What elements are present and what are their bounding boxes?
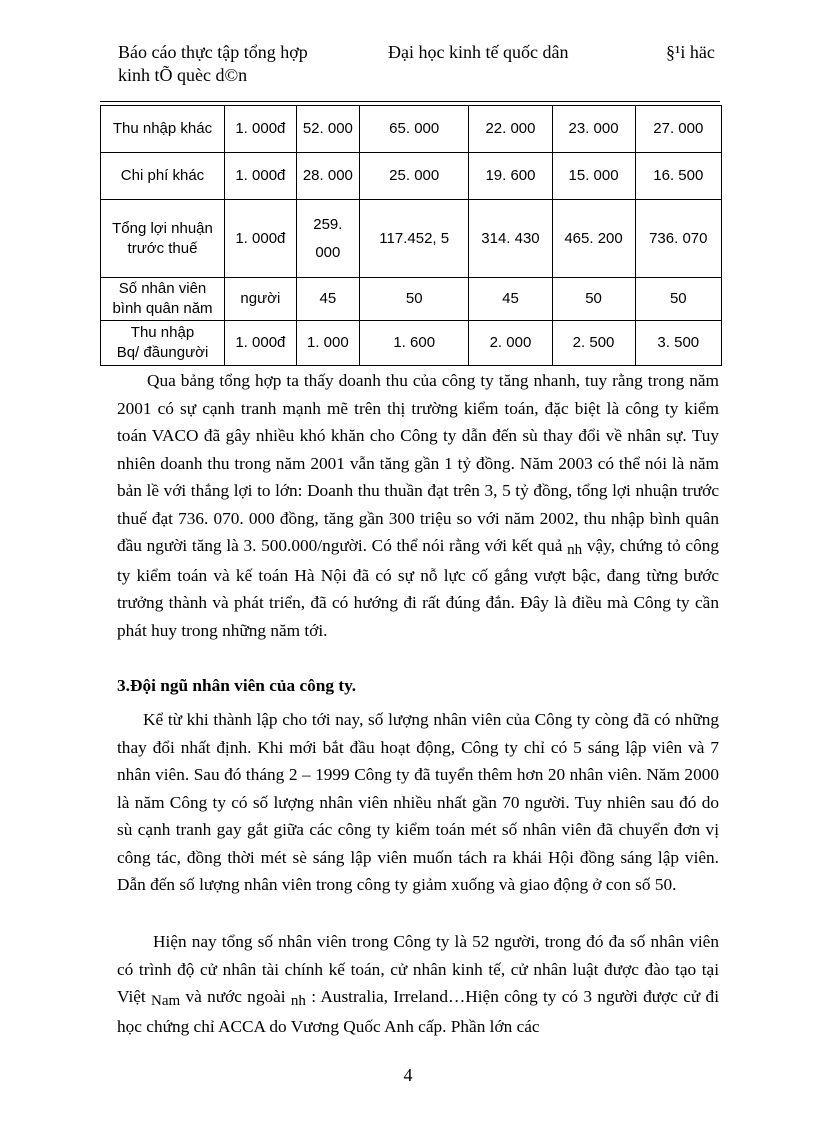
row-label-line: Số nhân viên: [118, 280, 207, 297]
row-label: Thu nhập khác: [101, 106, 225, 153]
page-header: [118, 40, 728, 92]
value-cell: 3. 500: [635, 321, 721, 366]
header-second-line: kinh tÕ quèc d©n: [118, 65, 248, 85]
value-cell: 2. 500: [552, 321, 635, 366]
value-cell: 1. 000: [296, 321, 359, 366]
value-cell: 45: [469, 278, 552, 321]
value-cell: 16. 500: [635, 153, 721, 200]
staff-current-paragraph: [117, 928, 719, 1040]
header-rule: [100, 101, 720, 102]
value-cell: 117.452, 5: [359, 200, 468, 278]
financial-table: [100, 105, 722, 366]
value-cell: 28. 000: [296, 153, 359, 200]
row-label: Chi phí khác: [101, 153, 225, 200]
unit-cell: 1. 000đ: [224, 321, 296, 366]
table-row: [101, 153, 722, 200]
header-right-text: §¹i häc: [666, 42, 715, 62]
paragraph-fragment: nh: [290, 993, 306, 1009]
header-report-title: Báo cáo thực tập tổng hợp: [118, 42, 308, 62]
value-cell: 65. 000: [359, 106, 468, 153]
section-heading: 3.Đội ngũ nhân viên của công ty.: [117, 676, 357, 695]
paragraph-text: vậy, chứng tỏ công ty kiểm toán và kế toán Hà Nội đã có sự nỗ lực cố gắng vượt bậc, đang từng bước trưởng thành và phát triển, đã có hướng đi rất đúng đắn. Đây là điều mà Công ty cần phát huy trong những năm tới.: [117, 536, 720, 640]
row-label: [101, 200, 225, 278]
summary-paragraph: [117, 367, 719, 644]
value-line: 000: [315, 243, 341, 261]
row-label-line: bình quân năm: [112, 300, 213, 317]
value-cell: 1. 600: [359, 321, 468, 366]
value-cell: 465. 200: [552, 200, 635, 278]
staff-history-paragraph: Kể từ khi thành lập cho tới nay, số lượng nhân viên của Công ty còng đã có những thay đổi nhất định. Khi mới bắt đầu hoạt động, Công ty chỉ có 5 sáng lập viên và 7 nhân viên. Sau đó tháng 2 – 1999 Công ty đã tuyển thêm hơn 20 nhân viên. Năm 2000 là năm Công ty có số lượng nhân viên nhiều nhất gần 70 người. Tuy nhiên sau đó do sù cạnh tranh gay gắt giữa các công ty kiểm toán mét số nhân viên đã chuyển đơn vị công tác, đồng thời mét sè sáng lập viên muốn tách ra khái Hội đồng sáng lập viên. Dẫn đến số lượng nhân viên trong công ty giảm xuống và giao động ở con số 50.: [117, 710, 719, 894]
value-cell: 23. 000: [552, 106, 635, 153]
value-cell: 50: [635, 278, 721, 321]
value-line: 259.: [313, 215, 343, 233]
value-cell: 50: [359, 278, 468, 321]
table-row: [101, 200, 722, 278]
value-cell: 52. 000: [296, 106, 359, 153]
paragraph-fragment: Nam: [151, 993, 181, 1009]
table-row: [101, 321, 722, 366]
unit-cell: 1. 000đ: [224, 200, 296, 278]
unit-cell: 1. 000đ: [224, 153, 296, 200]
value-cell: 736. 070: [635, 200, 721, 278]
unit-cell: 1. 000đ: [224, 106, 296, 153]
table-row: [101, 106, 722, 153]
table-row: [101, 278, 722, 321]
value-cell: 2. 000: [469, 321, 552, 366]
value-cell: 15. 000: [552, 153, 635, 200]
value-cell: 45: [296, 278, 359, 321]
value-cell: [296, 200, 359, 278]
value-cell: 27. 000: [635, 106, 721, 153]
row-label: [101, 278, 225, 321]
row-label-line: trước thuế: [127, 239, 198, 257]
value-cell: 25. 000: [359, 153, 468, 200]
paragraph-text: Hiện nay tổng số nhân viên trong Công ty là 52 người, trong đó đa số nhân viên có trình độ cử nhân tài chính kế toán, cử nhân kinh tế, cử nhân luật được đào tạo tại Việt: [117, 932, 719, 1006]
row-label-line: Tổng lợi nhuận: [112, 219, 213, 237]
paragraph-text: Qua bảng tổng hợp ta thấy doanh thu của công ty tăng nhanh, tuy rằng trong năm 2001 có sự cạnh tranh mạnh mẽ trên thị trường kiểm toán, đặc biệt là công ty kiểm toán VACO đã gây nhiều khó khăn cho Công ty dẫn đến sù thay đổi về nhân sự. Tuy nhiên doanh thu trong năm 2001 vẫn tăng gần 1 tỷ đồng. Năm 2003 có thể nói là năm bản lề với thắng lợi to lớn: Doanh thu thuần đạt trên 3, 5 tỷ đồng, tổng lợi nhuận trước thuế đạt 736. 070. 000 đồng, tăng gần 300 triệu so với năm 2002, thu nhập bình quân đầu người tăng là 3. 500.000/người. Có thể nói rằng với kết quả: [117, 371, 719, 555]
value-cell: 314. 430: [469, 200, 552, 278]
row-label: [101, 321, 225, 366]
row-label-line: Thu nhập: [130, 324, 195, 341]
paragraph-fragment: nh: [567, 542, 583, 558]
page-number: 4: [403, 1065, 413, 1085]
row-label-line: Bq/ đầungười: [116, 344, 209, 361]
paragraph-text: và nước ngoài: [185, 987, 286, 1006]
paragraph-text: : Australia, Irreland…Hiện công ty có 3 người được cử đi học chứng chỉ ACCA do Vương Quốc Anh cấp. Phần lớn các: [117, 987, 719, 1036]
value-cell: 19. 600: [469, 153, 552, 200]
unit-cell: người: [224, 278, 296, 321]
header-university: Đại học kinh tế quốc dân: [388, 42, 569, 62]
value-cell: 50: [552, 278, 635, 321]
value-cell: 22. 000: [469, 106, 552, 153]
